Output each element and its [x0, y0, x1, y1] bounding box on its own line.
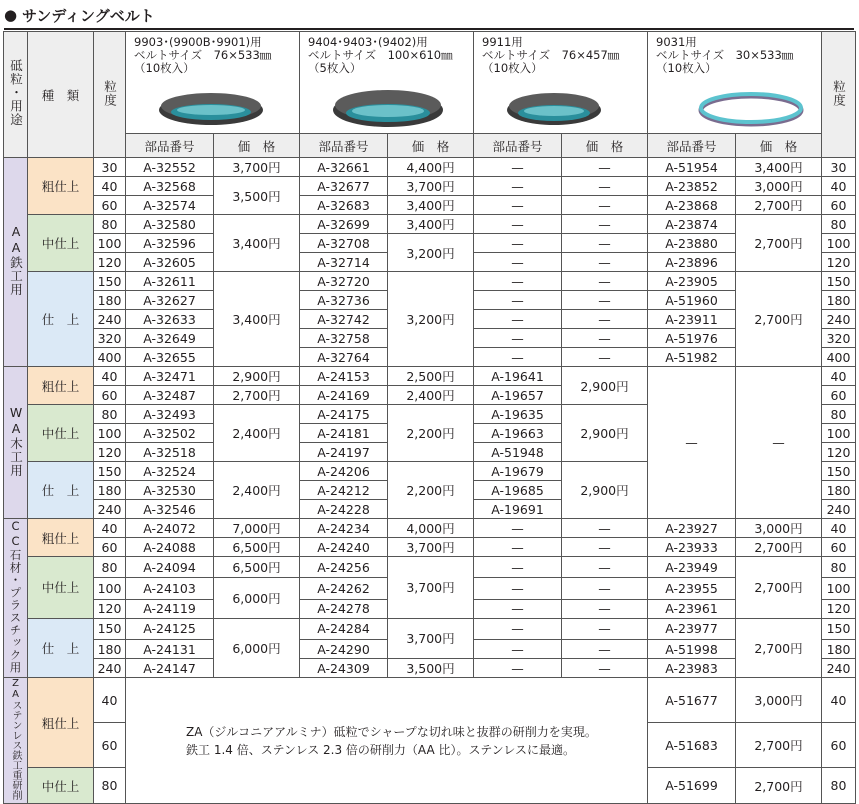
model-9903-header: 9903･(9900B･9901)用 ベルトサイズ 76×533㎜ （10枚入）	[126, 32, 300, 134]
part-number: A-19641	[474, 367, 562, 386]
price-cell: 2,900円	[562, 405, 648, 462]
part-number: —	[474, 215, 562, 234]
group-aa: AA鉄工用	[4, 158, 28, 367]
part-number: A-32502	[126, 424, 214, 443]
price-cell: —	[562, 215, 648, 234]
kind-fine: 仕 上	[28, 462, 94, 519]
table-row	[4, 367, 856, 386]
part-number: A-24234	[300, 519, 388, 538]
part-number: A-23874	[648, 215, 736, 234]
part-number: A-32518	[126, 443, 214, 462]
part-number: A-32627	[126, 291, 214, 310]
grit-cell-right: 400	[822, 348, 856, 367]
grit-cell-right: 120	[822, 253, 856, 272]
price-cell: 3,700円	[388, 177, 474, 196]
price-cell: 2,700円	[736, 768, 822, 804]
price-cell: —	[562, 599, 648, 618]
price-cell: 2,700円	[736, 618, 822, 677]
grit-cell-right: 80	[822, 768, 856, 804]
price-cell: 2,400円	[214, 462, 300, 519]
grit-cell: 80	[94, 557, 126, 578]
part-number: A-32699	[300, 215, 388, 234]
model-9031-header: 9031用 ベルトサイズ 30×533㎜ （10枚入）	[648, 32, 822, 134]
part-number: A-23868	[648, 196, 736, 215]
part-number: —	[474, 640, 562, 659]
part-number: A-24175	[300, 405, 388, 424]
page-title: サンディングベルト	[22, 7, 155, 25]
part-number: A-24125	[126, 618, 214, 639]
grit-cell: 120	[94, 443, 126, 462]
part-number: —	[474, 253, 562, 272]
grit-cell-right: 150	[822, 462, 856, 481]
grit-cell: 100	[94, 578, 126, 599]
price-cell: 6,000円	[214, 578, 300, 618]
price-cell: —	[562, 348, 648, 367]
part-number: A-24212	[300, 481, 388, 500]
grit-cell-right: 40	[822, 177, 856, 196]
belt-30x533-image	[696, 90, 806, 130]
price-cell: 6,500円	[214, 538, 300, 557]
grit-cell: 150	[94, 462, 126, 481]
price-cell: —	[562, 618, 648, 639]
price-cell: —	[562, 519, 648, 538]
part-number: A-23949	[648, 557, 736, 578]
grit-cell-right: 120	[822, 443, 856, 462]
group-wa: WA木工用	[4, 367, 28, 519]
grit-cell-right: 240	[822, 310, 856, 329]
grit-cell: 320	[94, 329, 126, 348]
grit-cell: 240	[94, 659, 126, 678]
part-number: A-23911	[648, 310, 736, 329]
part-number: A-23880	[648, 234, 736, 253]
grit-cell-right: 80	[822, 215, 856, 234]
price-cell: —	[562, 659, 648, 678]
kind-coarse: 粗仕上	[28, 367, 94, 405]
table-row	[4, 519, 856, 538]
group-cc: CC石材・プラスチック用	[4, 519, 28, 678]
model-9911-header: 9911用 ベルトサイズ 76×457㎜ （10枚入）	[474, 32, 648, 134]
bullet-icon: ●	[4, 6, 18, 24]
part-number: A-51960	[648, 291, 736, 310]
part-number: A-32708	[300, 234, 388, 253]
part-number: —	[474, 329, 562, 348]
part-number: A-24284	[300, 618, 388, 639]
grit-cell: 400	[94, 348, 126, 367]
part-number: —	[474, 310, 562, 329]
part-number: A-23933	[648, 538, 736, 557]
price-cell: 6,000円	[214, 618, 300, 677]
grit-cell: 150	[94, 618, 126, 639]
price-cell: —	[562, 329, 648, 348]
header-kind: 種 類	[28, 32, 94, 158]
kind-coarse: 粗仕上	[28, 519, 94, 557]
price-cell: 4,000円	[388, 519, 474, 538]
part-number: A-32714	[300, 253, 388, 272]
part-number: A-51677	[648, 678, 736, 723]
price-cell: 3,000円	[736, 177, 822, 196]
table-row	[4, 678, 856, 723]
price-cell: —	[562, 253, 648, 272]
price-cell: 3,400円	[388, 215, 474, 234]
price-cell: —	[562, 196, 648, 215]
part-number: A-23852	[648, 177, 736, 196]
part-number: A-51998	[648, 640, 736, 659]
price-cell: —	[562, 310, 648, 329]
part-number: —	[474, 519, 562, 538]
grit-cell: 180	[94, 481, 126, 500]
header-price-4: 価 格	[736, 134, 822, 158]
part-number: A-24290	[300, 640, 388, 659]
grit-cell-right: 120	[822, 599, 856, 618]
kind-medium: 中仕上	[28, 215, 94, 272]
header-abrasive: 砥粒・用途	[4, 32, 28, 158]
table-row	[4, 538, 856, 557]
part-number: A-19663	[474, 424, 562, 443]
part-number: A-32487	[126, 386, 214, 405]
price-cell: 3,000円	[736, 519, 822, 538]
part-number: A-32574	[126, 196, 214, 215]
header-part-2: 部品番号	[300, 134, 388, 158]
table-row	[4, 557, 856, 578]
part-number: A-23927	[648, 519, 736, 538]
part-number: A-24240	[300, 538, 388, 557]
header-part-1: 部品番号	[126, 134, 214, 158]
part-number: A-24072	[126, 519, 214, 538]
part-number: A-24169	[300, 386, 388, 405]
table-row	[4, 196, 856, 215]
price-cell: 3,000円	[736, 678, 822, 723]
grit-cell-right: 180	[822, 481, 856, 500]
part-number: A-24088	[126, 538, 214, 557]
grit-cell-right: 100	[822, 424, 856, 443]
price-cell: 2,700円	[736, 215, 822, 272]
price-cell: 6,500円	[214, 557, 300, 578]
kind-fine: 仕 上	[28, 618, 94, 677]
price-cell: 2,700円	[736, 723, 822, 768]
part-number: —	[474, 158, 562, 177]
price-cell: 4,400円	[388, 158, 474, 177]
part-number: A-32530	[126, 481, 214, 500]
grit-cell-right: 60	[822, 538, 856, 557]
price-cell: 3,400円	[388, 196, 474, 215]
price-cell: —	[562, 578, 648, 599]
kind-coarse: 粗仕上	[28, 678, 94, 768]
part-number: A-32596	[126, 234, 214, 253]
grit-cell: 60	[94, 196, 126, 215]
part-number: —	[474, 196, 562, 215]
price-cell: 3,200円	[388, 272, 474, 367]
grit-cell-right: 240	[822, 500, 856, 519]
price-cell: 2,700円	[736, 557, 822, 619]
grit-cell: 240	[94, 500, 126, 519]
model-9404-header: 9404･9403･(9402)用 ベルトサイズ 100×610㎜ （5枚入）	[300, 32, 474, 134]
part-number: A-19679	[474, 462, 562, 481]
part-number: A-32580	[126, 215, 214, 234]
grit-cell: 180	[94, 291, 126, 310]
header-price-2: 価 格	[388, 134, 474, 158]
price-cell: —	[562, 291, 648, 310]
table-row	[4, 272, 856, 291]
grit-cell-right: 180	[822, 291, 856, 310]
price-cell: 3,400円	[214, 215, 300, 272]
price-cell: —	[562, 234, 648, 253]
part-number: A-32683	[300, 196, 388, 215]
part-number: A-32742	[300, 310, 388, 329]
part-number: A-32633	[126, 310, 214, 329]
part-number: A-32552	[126, 158, 214, 177]
part-number: A-32605	[126, 253, 214, 272]
kind-fine: 仕 上	[28, 272, 94, 367]
price-cell: —	[562, 177, 648, 196]
part-number: A-32649	[126, 329, 214, 348]
price-cell: —	[562, 557, 648, 578]
part-number: —	[474, 234, 562, 253]
part-number: —	[474, 557, 562, 578]
part-number: A-32611	[126, 272, 214, 291]
price-cell: 2,400円	[214, 405, 300, 462]
price-cell: —	[562, 640, 648, 659]
part-number: —	[474, 272, 562, 291]
price-cell: 3,200円	[388, 234, 474, 272]
part-number: A-24153	[300, 367, 388, 386]
price-cell: —	[562, 272, 648, 291]
grit-cell-right: 40	[822, 367, 856, 386]
grit-cell-right: 30	[822, 158, 856, 177]
grit-cell: 80	[94, 215, 126, 234]
header-grit-right: 粒度	[822, 32, 856, 158]
part-number: A-24278	[300, 599, 388, 618]
part-number: A-32720	[300, 272, 388, 291]
price-cell: 2,700円	[736, 272, 822, 367]
part-number: A-24131	[126, 640, 214, 659]
part-number: A-32758	[300, 329, 388, 348]
group-za: ZAステンレス鉄工重研削	[4, 678, 28, 804]
grit-cell: 40	[94, 678, 126, 723]
grit-cell: 60	[94, 723, 126, 768]
part-number: —	[474, 599, 562, 618]
title-rule	[4, 28, 854, 30]
part-number: A-24256	[300, 557, 388, 578]
price-cell: —	[562, 158, 648, 177]
price-cell: 3,400円	[736, 158, 822, 177]
kind-medium: 中仕上	[28, 405, 94, 462]
part-number: A-24094	[126, 557, 214, 578]
part-number: A-24228	[300, 500, 388, 519]
price-cell: 2,200円	[388, 462, 474, 519]
part-number: A-24197	[300, 443, 388, 462]
not-available: —	[736, 367, 822, 519]
part-number: A-24206	[300, 462, 388, 481]
za-note: ZA（ジルコニアアルミナ）砥粒でシャープな切れ味と抜群の研削力を実現。 鉄工 1.4 倍、ステンレス 2.3 倍の研削力（AA 比）。ステンレスに最適。	[126, 678, 648, 804]
part-number: A-23955	[648, 578, 736, 599]
part-number: A-23983	[648, 659, 736, 678]
grit-cell: 40	[94, 367, 126, 386]
part-number: A-32471	[126, 367, 214, 386]
table-row	[4, 618, 856, 639]
grit-cell: 120	[94, 599, 126, 618]
part-number: A-19685	[474, 481, 562, 500]
belt-76x457-image	[504, 84, 604, 130]
part-number: A-32524	[126, 462, 214, 481]
price-cell: 2,700円	[214, 386, 300, 405]
grit-cell-right: 60	[822, 196, 856, 215]
grit-cell-right: 320	[822, 329, 856, 348]
part-number: A-24262	[300, 578, 388, 599]
part-number: A-51683	[648, 723, 736, 768]
grit-cell-right: 60	[822, 723, 856, 768]
table-row	[4, 215, 856, 234]
grit-cell: 60	[94, 538, 126, 557]
price-cell: 2,500円	[388, 367, 474, 386]
price-cell: 3,400円	[214, 272, 300, 367]
grit-cell: 30	[94, 158, 126, 177]
belt-76x533-image	[156, 82, 266, 130]
part-number: —	[474, 177, 562, 196]
part-number: —	[474, 618, 562, 639]
price-cell: 2,200円	[388, 405, 474, 462]
table-row	[4, 158, 856, 177]
part-number: A-32764	[300, 348, 388, 367]
price-cell: 7,000円	[214, 519, 300, 538]
part-number: A-32677	[300, 177, 388, 196]
part-number: —	[474, 538, 562, 557]
grit-cell: 80	[94, 405, 126, 424]
part-number: A-32546	[126, 500, 214, 519]
grit-cell-right: 40	[822, 678, 856, 723]
price-cell: 2,400円	[388, 386, 474, 405]
part-number: —	[474, 291, 562, 310]
part-number: A-32736	[300, 291, 388, 310]
grit-cell: 40	[94, 177, 126, 196]
header-price-1: 価 格	[214, 134, 300, 158]
price-cell: 2,900円	[562, 462, 648, 519]
price-cell: 3,700円	[214, 158, 300, 177]
belt-100x610-image	[330, 82, 445, 132]
header-price-3: 価 格	[562, 134, 648, 158]
part-number: A-19657	[474, 386, 562, 405]
grit-cell-right: 40	[822, 519, 856, 538]
price-cell: 2,700円	[736, 538, 822, 557]
grit-cell: 150	[94, 272, 126, 291]
grit-cell: 240	[94, 310, 126, 329]
part-number: A-23896	[648, 253, 736, 272]
header-part-3: 部品番号	[474, 134, 562, 158]
grit-cell: 100	[94, 234, 126, 253]
part-number: A-51976	[648, 329, 736, 348]
grit-cell-right: 100	[822, 578, 856, 599]
grit-cell: 120	[94, 253, 126, 272]
price-cell: —	[562, 538, 648, 557]
price-cell: 3,700円	[388, 557, 474, 619]
grit-cell-right: 180	[822, 640, 856, 659]
part-number: —	[474, 659, 562, 678]
part-number: —	[474, 578, 562, 599]
grit-cell-right: 240	[822, 659, 856, 678]
grit-cell-right: 80	[822, 405, 856, 424]
grit-cell-right: 150	[822, 618, 856, 639]
part-number: A-24119	[126, 599, 214, 618]
grit-cell-right: 60	[822, 386, 856, 405]
kind-medium: 中仕上	[28, 557, 94, 619]
part-number: A-51699	[648, 768, 736, 804]
header-part-4: 部品番号	[648, 134, 736, 158]
grit-cell-right: 100	[822, 234, 856, 253]
part-number: A-23905	[648, 272, 736, 291]
not-available: —	[648, 367, 736, 519]
grit-cell: 40	[94, 519, 126, 538]
part-number: A-32493	[126, 405, 214, 424]
table-row	[4, 234, 856, 253]
part-number: A-24103	[126, 578, 214, 599]
part-number: A-51982	[648, 348, 736, 367]
part-number: A-32568	[126, 177, 214, 196]
table-row	[4, 177, 856, 196]
table-row	[4, 659, 856, 678]
part-number: A-24309	[300, 659, 388, 678]
grit-cell-right: 80	[822, 557, 856, 578]
grit-cell-right: 150	[822, 272, 856, 291]
grit-cell: 80	[94, 768, 126, 804]
title-bar	[0, 0, 859, 30]
part-number: A-24181	[300, 424, 388, 443]
kind-medium: 中仕上	[28, 768, 94, 804]
sanding-belt-table	[3, 31, 856, 804]
part-number: A-19635	[474, 405, 562, 424]
part-number: A-19691	[474, 500, 562, 519]
grit-cell: 180	[94, 640, 126, 659]
price-cell: 2,900円	[562, 367, 648, 405]
part-number: A-24147	[126, 659, 214, 678]
price-cell: 3,500円	[214, 177, 300, 215]
part-number: A-32655	[126, 348, 214, 367]
part-number: A-23977	[648, 618, 736, 639]
kind-coarse: 粗仕上	[28, 158, 94, 215]
part-number: —	[474, 348, 562, 367]
price-cell: 3,700円	[388, 618, 474, 658]
price-cell: 3,500円	[388, 659, 474, 678]
header-grit: 粒度	[94, 32, 126, 158]
price-cell: 3,700円	[388, 538, 474, 557]
grit-cell: 60	[94, 386, 126, 405]
grit-cell: 100	[94, 424, 126, 443]
part-number: A-23961	[648, 599, 736, 618]
price-cell: 2,700円	[736, 196, 822, 215]
part-number: A-51948	[474, 443, 562, 462]
part-number: A-51954	[648, 158, 736, 177]
part-number: A-32661	[300, 158, 388, 177]
price-cell: 2,900円	[214, 367, 300, 386]
